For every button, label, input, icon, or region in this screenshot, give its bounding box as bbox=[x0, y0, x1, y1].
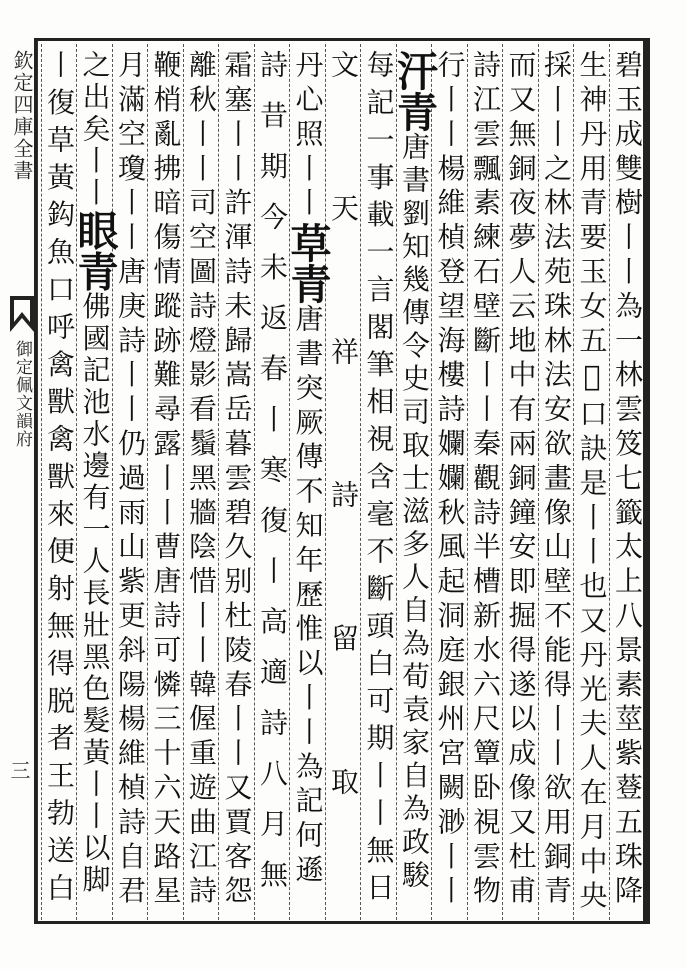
text-column bbox=[325, 44, 361, 920]
entry-heading: 眼青 bbox=[70, 209, 119, 292]
spine-title: 欽定四庫全書 bbox=[10, 50, 34, 182]
entry-text: 每記一事載一言閣筆相視含毫不斷頭白可期丨丨無日 bbox=[362, 50, 396, 910]
entry-text: 之出矣丨丨 bbox=[78, 50, 112, 210]
fishtail-mark bbox=[8, 292, 36, 338]
column-text bbox=[432, 50, 468, 916]
entry-text: 鞭梢亂拂暗傷情蹤跡難尋露丨丨曹唐詩可憐三十六天路星 bbox=[149, 50, 183, 910]
text-column bbox=[502, 44, 538, 920]
entry-text: 而又無銅夜夢人云地中有兩銅鐘安即掘得遂以成像又杜甫 bbox=[504, 50, 538, 910]
text-column bbox=[390, 44, 438, 920]
entry-text: 丨復草黃 bbox=[43, 50, 76, 200]
column-text bbox=[219, 50, 255, 916]
column-text bbox=[610, 50, 646, 916]
column-text bbox=[574, 50, 610, 916]
column-text bbox=[539, 50, 575, 916]
entry-heading: 汗青 bbox=[390, 50, 438, 132]
entry-text: 詩江雲飄素練石壁斷丨丨秦觀詩半槽新水六尺簟卧視雲物 bbox=[469, 50, 502, 910]
column-text bbox=[70, 50, 119, 916]
entry-text: 鈎魚口呼禽獸禽獸來便射無得脱者王勃送白 bbox=[43, 199, 76, 911]
text-column bbox=[147, 44, 183, 920]
text-column bbox=[112, 44, 148, 920]
text-column bbox=[573, 44, 609, 920]
entry-heading: 草青 bbox=[283, 222, 332, 304]
text-column bbox=[609, 44, 645, 920]
entry-text: 唐書突厥傳不知年歷惟以丨丨為記何遜 bbox=[291, 304, 325, 889]
text-column bbox=[218, 44, 254, 920]
entry-text: 霜塞丨丨許渾詩未歸嵩岳暮雲碧久别杜陵春丨丨又賈客怨 bbox=[220, 50, 254, 910]
entry-text: 離秋丨丨司空圖詩燈影看鬚黑牆陰惜丨丨韓偓重遊曲江詩 bbox=[185, 50, 218, 910]
column-text bbox=[361, 50, 397, 916]
text-column bbox=[70, 44, 119, 920]
entry-text: 月滿空瓊丨丨唐庚詩丨丨仍過雨山紫更斜陽楊維楨詩自君 bbox=[114, 50, 147, 910]
column-text bbox=[255, 50, 291, 916]
column-text bbox=[42, 50, 78, 916]
text-column bbox=[360, 44, 396, 920]
entry-text: 丹心照丨丨 bbox=[291, 50, 325, 222]
text-column bbox=[183, 44, 219, 920]
spine-book-name: 御定佩文韻府 bbox=[12, 340, 32, 448]
column-text bbox=[390, 50, 438, 916]
entry-text: 唐書劉知幾傳令史司取士滋多人自為荀袁家自為政駿 bbox=[398, 132, 431, 893]
entry-text: 文天祥詩留取 bbox=[327, 50, 360, 910]
entry-text: 行丨丨楊維楨登望海樓詩孄孄秋風起洞庭銀州宮闕渺丨丨 bbox=[433, 50, 467, 910]
column-text bbox=[326, 50, 362, 916]
entry-text: 詩昔期今未返春丨寒復丨高適詩八月無 bbox=[256, 50, 289, 910]
column-text bbox=[113, 50, 149, 916]
text-column bbox=[283, 44, 332, 920]
text-column bbox=[254, 44, 290, 920]
text-column bbox=[538, 44, 574, 920]
entry-text: 佛國記池水邊有一人長壯黑色髮黃丨丨以脚 bbox=[78, 291, 112, 897]
column-text bbox=[184, 50, 220, 916]
column-text bbox=[283, 50, 332, 916]
frame-right-edge bbox=[646, 38, 650, 924]
column-text bbox=[148, 50, 184, 916]
column-text bbox=[468, 50, 504, 916]
spine-page-number: 三 bbox=[7, 760, 31, 780]
text-column bbox=[467, 44, 503, 920]
entry-text: 採丨丨之林法苑珠林法安欲畫像山壁不能得丨丨欲用銅青 bbox=[540, 50, 573, 910]
entry-text: 碧玉成雙樹丨丨為一林雲笈七籤太上八景素莖紫䔲五珠降 bbox=[611, 50, 644, 910]
entry-text: 生神丹用青要玉女五𠡠口訣是丨丨也又丹光夫人在月中央 bbox=[575, 50, 609, 915]
text-column bbox=[431, 44, 467, 920]
text-column bbox=[41, 44, 77, 920]
column-text bbox=[503, 50, 539, 916]
